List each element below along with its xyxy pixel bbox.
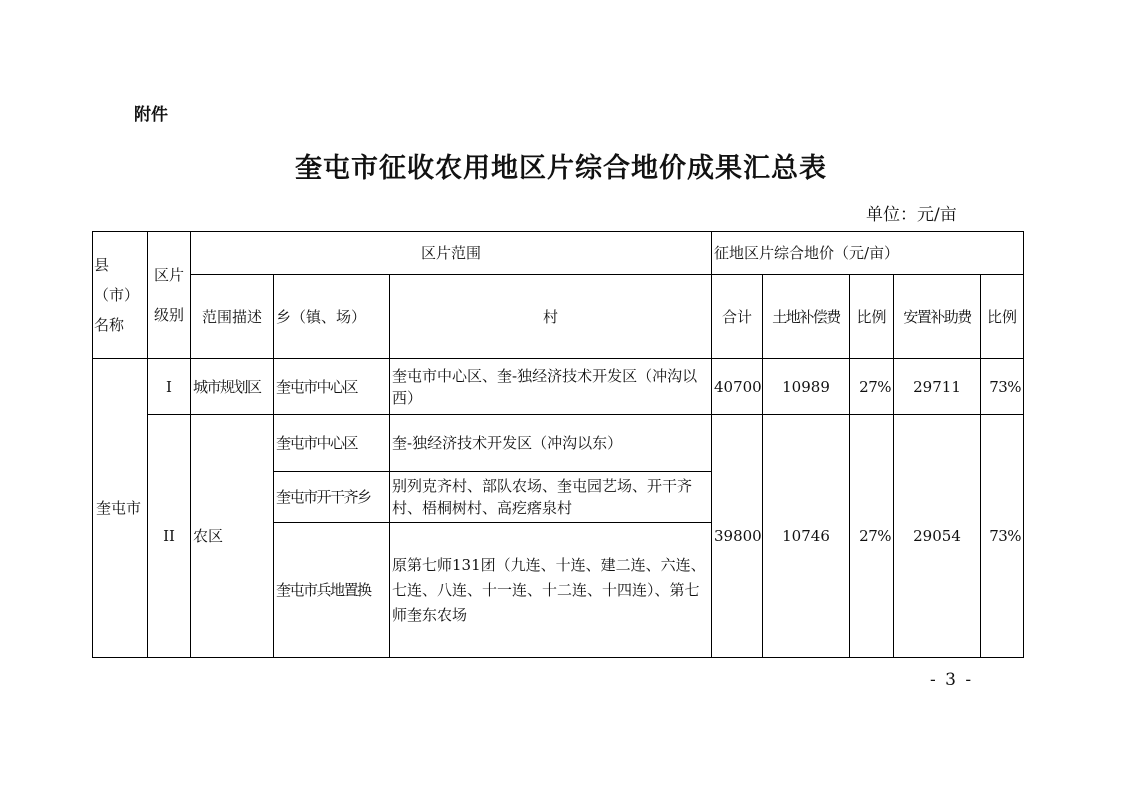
township-cell: 奎屯市中心区 bbox=[274, 415, 390, 472]
header-range-desc: 范围描述 bbox=[191, 275, 274, 359]
township-cell: 奎屯市开干齐乡 bbox=[274, 472, 390, 523]
land-comp-cell: 10989 bbox=[763, 359, 850, 415]
header-resettle: 安置补助费 bbox=[894, 275, 981, 359]
unit-label: 单位：元/亩 bbox=[866, 205, 957, 225]
township-cell: 奎屯市兵地置换 bbox=[274, 523, 390, 658]
header-row-1 bbox=[93, 232, 1024, 275]
zone-level: II bbox=[148, 415, 191, 658]
ratio1-cell: 27% bbox=[850, 359, 894, 415]
header-county-line1: 县 bbox=[94, 256, 110, 274]
header-township: 乡（镇、场） bbox=[274, 275, 390, 359]
resettle-cell: 29711 bbox=[894, 359, 981, 415]
header-price-group: 征地区片综合地价（元/亩） bbox=[712, 232, 1024, 275]
table-row bbox=[93, 415, 1024, 472]
land-price-summary-table bbox=[92, 231, 1024, 658]
header-county bbox=[93, 232, 148, 359]
page-title: 奎屯市征收农用地区片综合地价成果汇总表 bbox=[295, 153, 827, 184]
total-cell: 40700 bbox=[712, 359, 763, 415]
attachment-label: 附件 bbox=[134, 105, 168, 125]
page-number: - 3 - bbox=[930, 670, 974, 690]
ratio2-cell: 73% bbox=[981, 415, 1024, 658]
header-level bbox=[148, 232, 191, 359]
header-level-line2: 级别 bbox=[153, 306, 184, 324]
resettle-cell: 29054 bbox=[894, 415, 981, 658]
village-cell: 别列克齐村、部队农场、奎屯园艺场、开干齐村、梧桐树村、高疙瘩泉村 bbox=[390, 472, 712, 523]
village-cell: 奎屯市中心区、奎-独经济技术开发区（冲沟以西） bbox=[390, 359, 712, 415]
township-cell: 奎屯市中心区 bbox=[274, 359, 390, 415]
ratio1-cell: 27% bbox=[850, 415, 894, 658]
header-county-line3: 名称 bbox=[94, 316, 125, 334]
ratio2-cell: 73% bbox=[981, 359, 1024, 415]
header-row-2 bbox=[93, 275, 1024, 359]
zone-level: I bbox=[148, 359, 191, 415]
header-county-line2: （市） bbox=[94, 286, 140, 304]
village-cell: 原第七师131团（九连、十连、建二连、六连、七连、八连、十一连、十二连、十四连）、第七师奎东农场 bbox=[390, 523, 712, 658]
table-row bbox=[93, 359, 1024, 415]
header-land-comp: 土地补偿费 bbox=[763, 275, 850, 359]
total-cell: 39800 bbox=[712, 415, 763, 658]
village-cell: 奎-独经济技术开发区（冲沟以东） bbox=[390, 415, 712, 472]
header-village: 村 bbox=[390, 275, 712, 359]
zone-desc: 农区 bbox=[191, 415, 274, 658]
header-level-line1: 区片 bbox=[153, 266, 184, 284]
zone-desc: 城市规划区 bbox=[191, 359, 274, 415]
land-comp-cell: 10746 bbox=[763, 415, 850, 658]
header-range: 区片范围 bbox=[191, 232, 712, 275]
header-ratio2: 比例 bbox=[981, 275, 1024, 359]
header-total: 合计 bbox=[712, 275, 763, 359]
county-name: 奎屯市 bbox=[93, 359, 148, 658]
header-ratio1: 比例 bbox=[850, 275, 894, 359]
